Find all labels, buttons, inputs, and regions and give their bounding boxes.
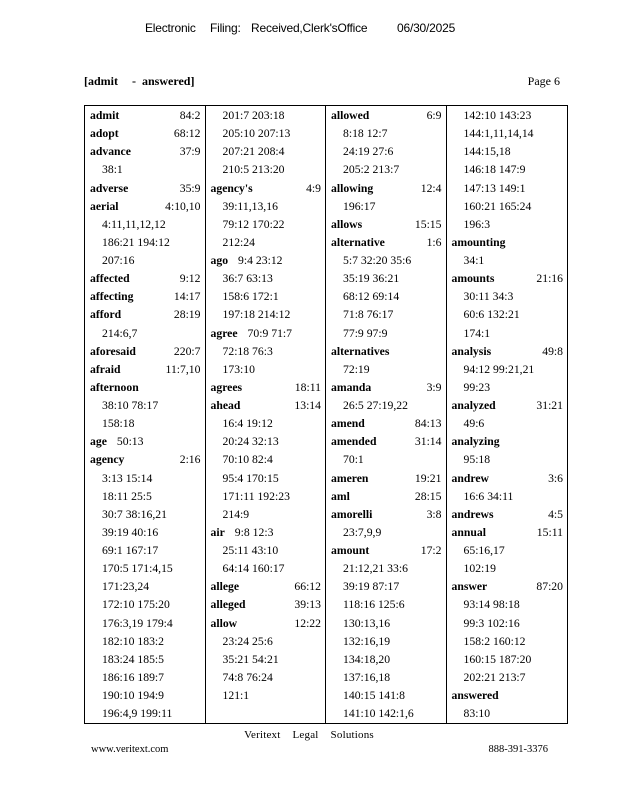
index-reference-line: 60:6 132:21 bbox=[463, 308, 520, 322]
index-term: aerial bbox=[90, 199, 119, 213]
index-reference-line: 147:13 149:1 bbox=[463, 181, 526, 195]
index-reference: 49:8 bbox=[542, 344, 563, 358]
index-range bbox=[84, 74, 194, 89]
index-reference: 84:13 bbox=[414, 417, 442, 431]
index-reference-line: 30:11 34:3 bbox=[463, 290, 514, 304]
range-end: answered] bbox=[142, 74, 195, 88]
index-term: andrew bbox=[451, 471, 489, 485]
index-reference-line: 121:1 bbox=[222, 689, 250, 702]
index-term-line bbox=[90, 107, 201, 125]
index-term: alleged bbox=[210, 598, 246, 612]
index-reference-line: 72:18 76:3 bbox=[222, 344, 273, 358]
index-term-line bbox=[331, 107, 442, 125]
index-reference-line: 36:7 63:13 bbox=[222, 272, 273, 286]
index-reference: 19:21 bbox=[414, 471, 442, 485]
index-reference: 12:4 bbox=[420, 181, 442, 195]
index-term: alternatives bbox=[331, 344, 390, 358]
index-term: allows bbox=[331, 217, 363, 231]
index-reference-line: 38:10 78:17 bbox=[102, 399, 159, 412]
index-term: amend bbox=[331, 417, 365, 431]
index-reference-line: 26:5 27:19,22 bbox=[343, 399, 408, 412]
index-reference: 2:16 bbox=[179, 453, 201, 467]
index-reference-line: 207:21 208:4 bbox=[222, 145, 285, 159]
index-reference-line: 16:6 34:11 bbox=[463, 489, 514, 503]
index-term-line bbox=[90, 379, 201, 397]
index-reference-line: 207:16 bbox=[102, 254, 135, 267]
index-term-line bbox=[331, 506, 442, 524]
index-reference-line: 118:16 125:6 bbox=[343, 598, 405, 612]
index-reference-line: 70:1 bbox=[343, 453, 364, 467]
index-reference-line: 158:2 160:12 bbox=[463, 634, 526, 648]
index-reference-line: 132:16,19 bbox=[343, 634, 391, 648]
index-reference-line: 205:10 207:13 bbox=[222, 127, 291, 141]
index-term: ago bbox=[210, 254, 229, 267]
index-reference-line: 38:1 bbox=[102, 163, 123, 177]
index-reference-line: 142:10 143:23 bbox=[463, 109, 532, 122]
index-reference: 70:9 71:7 bbox=[247, 326, 293, 340]
stamp-date: 06/30/2025 bbox=[397, 21, 456, 35]
index-term-line bbox=[452, 270, 564, 288]
index-term-line bbox=[452, 687, 564, 705]
index-reference-line: 99:23 bbox=[463, 380, 491, 394]
index-column bbox=[447, 106, 568, 723]
index-term-line bbox=[331, 180, 442, 198]
index-term-line bbox=[211, 379, 322, 397]
index-term: affected bbox=[90, 272, 130, 286]
index-term-line bbox=[90, 180, 201, 198]
index-reference: 28:15 bbox=[414, 489, 442, 503]
index-term-line bbox=[331, 216, 442, 234]
index-term-line bbox=[331, 343, 442, 361]
index-term-line bbox=[331, 488, 442, 506]
index-term: afternoon bbox=[90, 380, 139, 394]
index-term-line bbox=[90, 125, 201, 143]
index-reference-line: 25:11 43:10 bbox=[222, 544, 279, 557]
index-column bbox=[85, 106, 206, 723]
index-reference: 3:8 bbox=[426, 507, 442, 521]
index-reference: 4:10,10 bbox=[165, 199, 201, 213]
index-reference: 84:2 bbox=[179, 109, 201, 122]
index-term-line bbox=[211, 180, 322, 198]
index-term-line bbox=[211, 524, 322, 542]
index-reference-line: 3:13 15:14 bbox=[102, 471, 153, 485]
index-term-line bbox=[331, 234, 442, 252]
index-reference-line: 49:6 bbox=[463, 417, 485, 431]
index-term: allowed bbox=[331, 109, 370, 122]
index-reference-line: 174:1 bbox=[463, 326, 491, 340]
index-reference: 3:9 bbox=[426, 380, 442, 394]
index-term: andrews bbox=[451, 507, 494, 521]
index-reference-line: 16:4 19:12 bbox=[222, 417, 273, 431]
index-reference-line: 201:7 203:18 bbox=[222, 109, 285, 122]
index-term: amounts bbox=[451, 272, 495, 286]
index-term-line bbox=[90, 451, 201, 469]
range-start: [admit bbox=[84, 74, 118, 88]
index-term-line bbox=[331, 379, 442, 397]
index-term-line bbox=[331, 415, 442, 433]
index-reference-line: 173:10 bbox=[222, 362, 255, 376]
index-term: answer bbox=[451, 580, 488, 594]
index-reference-line: 34:1 bbox=[463, 254, 485, 267]
index-term: adverse bbox=[90, 181, 129, 195]
index-term-line bbox=[211, 325, 322, 343]
index-term-line bbox=[90, 343, 201, 361]
index-reference-line: 144:1,11,14,14 bbox=[463, 127, 534, 141]
index-term: amorelli bbox=[331, 507, 373, 521]
index-reference: 37:9 bbox=[179, 145, 201, 159]
index-term-line bbox=[90, 288, 201, 306]
index-term: analyzing bbox=[451, 435, 500, 449]
index-term: ahead bbox=[210, 399, 241, 412]
stamp-electronic: Electronic bbox=[145, 21, 196, 35]
word-index-table bbox=[84, 105, 568, 724]
index-reference-line: 20:24 32:13 bbox=[222, 435, 279, 449]
index-reference-line: 74:8 76:24 bbox=[222, 670, 273, 684]
index-reference-line: 202:21 213:7 bbox=[463, 670, 526, 684]
index-reference-line: 196:4,9 199:11 bbox=[102, 707, 173, 721]
index-term: amended bbox=[331, 435, 377, 449]
index-reference: 87:20 bbox=[536, 580, 563, 594]
index-term-line bbox=[90, 306, 201, 324]
index-term: amounting bbox=[451, 235, 506, 249]
index-reference-line: 23:7,9,9 bbox=[343, 525, 382, 539]
index-reference-line: 70:10 82:4 bbox=[222, 453, 273, 467]
index-reference-line: 134:18,20 bbox=[343, 652, 391, 666]
index-column bbox=[326, 106, 447, 723]
index-reference-line: 196:3 bbox=[463, 217, 491, 231]
index-reference-line: 205:2 213:7 bbox=[343, 163, 400, 177]
index-reference-line: 210:5 213:20 bbox=[222, 163, 285, 177]
index-reference-line: 35:21 54:21 bbox=[222, 652, 279, 666]
index-reference-line: 183:24 185:5 bbox=[102, 652, 165, 666]
index-reference-line: 158:6 172:1 bbox=[222, 290, 279, 304]
index-reference-line: 68:12 69:14 bbox=[343, 290, 400, 304]
index-reference-line: 130:13,16 bbox=[343, 616, 391, 630]
footer-phone: 888-391-3376 bbox=[488, 744, 548, 755]
stamp-filing: Filing: bbox=[210, 21, 241, 35]
index-reference-line: 5:7 32:20 35:6 bbox=[343, 254, 412, 267]
index-reference: 12:22 bbox=[294, 616, 321, 630]
index-reference-line: 30:7 38:16,21 bbox=[102, 507, 167, 521]
index-term-line bbox=[452, 470, 564, 488]
index-term: aforesaid bbox=[90, 344, 136, 358]
index-term: allege bbox=[210, 580, 240, 594]
index-term: age bbox=[90, 435, 107, 449]
index-term-line bbox=[452, 578, 564, 596]
index-reference-line: 8:18 12:7 bbox=[343, 127, 388, 141]
index-term-line bbox=[331, 470, 442, 488]
footer-company-word: Veritext bbox=[244, 729, 281, 741]
page-number: Page 6 bbox=[527, 74, 560, 88]
index-reference-line: 95:4 170:15 bbox=[222, 471, 279, 485]
index-reference-line: 39:19 40:16 bbox=[102, 525, 159, 539]
index-reference: 220:7 bbox=[173, 344, 201, 358]
index-reference-line: 94:12 99:21,21 bbox=[463, 362, 535, 376]
index-reference-line: 99:3 102:16 bbox=[463, 616, 520, 630]
index-reference-line: 140:15 141:8 bbox=[343, 689, 406, 702]
index-reference-line: 196:17 bbox=[343, 199, 376, 213]
index-reference-line: 160:15 187:20 bbox=[463, 652, 532, 666]
index-reference: 35:9 bbox=[179, 181, 201, 195]
index-term-line bbox=[90, 433, 201, 451]
index-reference-line: 72:19 bbox=[343, 362, 370, 376]
index-reference: 17:2 bbox=[420, 544, 442, 557]
footer-website: www.veritext.com bbox=[91, 744, 169, 755]
index-term: agency's bbox=[210, 181, 253, 195]
index-reference-line: 214:6,7 bbox=[102, 326, 138, 340]
index-reference-line: 4:11,11,12,12 bbox=[102, 217, 166, 231]
index-reference: 68:12 bbox=[173, 127, 201, 141]
index-reference-line: 83:10 bbox=[463, 707, 491, 721]
index-term-line bbox=[90, 198, 201, 216]
index-reference-line: 137:16,18 bbox=[343, 670, 391, 684]
index-reference: 14:17 bbox=[173, 290, 201, 304]
index-term-line bbox=[211, 397, 322, 415]
index-term: allowing bbox=[331, 181, 374, 195]
index-reference: 15:15 bbox=[414, 217, 442, 231]
index-term: agree bbox=[210, 326, 238, 340]
index-term: admit bbox=[90, 109, 120, 122]
index-term-line bbox=[211, 615, 322, 633]
index-term: agency bbox=[90, 453, 125, 467]
index-reference-line: 79:12 170:22 bbox=[222, 217, 285, 231]
index-reference-line: 23:24 25:6 bbox=[222, 634, 273, 648]
index-reference: 13:14 bbox=[294, 399, 321, 412]
index-reference: 15:11 bbox=[536, 525, 563, 539]
index-reference: 9:8 12:3 bbox=[234, 525, 274, 539]
footer-company bbox=[0, 729, 618, 741]
footer-company-word: Solutions bbox=[330, 729, 374, 741]
index-reference-line: 21:12,21 33:6 bbox=[343, 562, 408, 576]
index-column bbox=[206, 106, 327, 723]
index-reference: 50:13 bbox=[116, 435, 144, 449]
index-term-line bbox=[90, 143, 201, 161]
index-term: allow bbox=[210, 616, 238, 630]
index-reference-line: 144:15,18 bbox=[463, 145, 511, 159]
index-reference-line: 190:10 194:9 bbox=[102, 689, 165, 702]
range-dash: - bbox=[132, 74, 136, 88]
index-reference-line: 64:14 160:17 bbox=[222, 562, 285, 576]
index-reference: 66:12 bbox=[294, 580, 321, 594]
index-term: affecting bbox=[90, 290, 134, 304]
index-term: advance bbox=[90, 145, 131, 159]
index-term-line bbox=[452, 397, 564, 415]
index-term-line bbox=[90, 361, 201, 379]
index-reference-line: 69:1 167:17 bbox=[102, 544, 159, 557]
index-reference-line: 141:10 142:1,6 bbox=[343, 707, 414, 721]
index-term-line bbox=[90, 270, 201, 288]
index-reference-line: 65:16,17 bbox=[463, 544, 505, 557]
index-reference-line: 146:18 147:9 bbox=[463, 163, 526, 177]
index-reference: 6:9 bbox=[426, 109, 442, 122]
index-term: annual bbox=[451, 525, 486, 539]
index-reference-line: 176:3,19 179:4 bbox=[102, 616, 173, 630]
index-reference-line: 18:11 25:5 bbox=[102, 489, 152, 503]
index-reference-line: 170:5 171:4,15 bbox=[102, 562, 173, 576]
index-reference: 21:16 bbox=[536, 272, 563, 286]
index-reference: 9:12 bbox=[179, 272, 201, 286]
index-reference-line: 197:18 214:12 bbox=[222, 308, 291, 322]
index-reference-line: 71:8 76:17 bbox=[343, 308, 394, 322]
index-reference-line: 95:18 bbox=[463, 453, 491, 467]
index-term: analysis bbox=[451, 344, 492, 358]
index-term-line bbox=[452, 524, 564, 542]
index-term: aml bbox=[331, 489, 350, 503]
index-reference-line: 24:19 27:6 bbox=[343, 145, 394, 159]
index-reference: 28:19 bbox=[173, 308, 201, 322]
index-reference: 4:9 bbox=[306, 181, 321, 195]
index-reference-line: 102:19 bbox=[463, 562, 496, 576]
index-reference-line: 172:10 175:20 bbox=[102, 598, 170, 612]
index-term: air bbox=[210, 525, 225, 539]
index-reference-line: 35:19 36:21 bbox=[343, 272, 400, 286]
index-reference: 3:6 bbox=[548, 471, 563, 485]
index-reference-line: 77:9 97:9 bbox=[343, 326, 388, 340]
index-reference-line: 171:23,24 bbox=[102, 580, 150, 594]
index-term: ameren bbox=[331, 471, 369, 485]
index-reference-line: 93:14 98:18 bbox=[463, 598, 520, 612]
index-reference: 11:7,10 bbox=[165, 362, 201, 376]
index-term-line bbox=[452, 433, 564, 451]
index-term: amount bbox=[331, 544, 370, 557]
index-term-line bbox=[211, 596, 322, 614]
index-term-line bbox=[452, 234, 564, 252]
index-reference-line: 182:10 183:2 bbox=[102, 634, 165, 648]
index-reference: 31:21 bbox=[536, 399, 563, 412]
index-term: answered bbox=[451, 689, 499, 702]
index-reference-line: 39:19 87:17 bbox=[343, 580, 400, 594]
index-reference-line: 158:18 bbox=[102, 417, 135, 431]
index-term: alternative bbox=[331, 235, 385, 249]
index-reference: 1:6 bbox=[426, 235, 442, 249]
index-term: amanda bbox=[331, 380, 372, 394]
index-reference-line: 160:21 165:24 bbox=[463, 199, 532, 213]
index-reference-line: 171:11 192:23 bbox=[222, 489, 290, 503]
index-reference: 9:4 23:12 bbox=[238, 254, 283, 267]
index-term-line bbox=[452, 506, 564, 524]
index-term: agrees bbox=[210, 380, 243, 394]
index-term-line bbox=[331, 542, 442, 560]
index-term-line bbox=[211, 252, 322, 270]
index-term: adopt bbox=[90, 127, 119, 141]
index-term-line bbox=[211, 578, 322, 596]
index-reference: 4:5 bbox=[548, 507, 563, 521]
index-reference-line: 186:21 194:12 bbox=[102, 235, 170, 249]
index-reference: 18:11 bbox=[294, 380, 321, 394]
index-term-line bbox=[452, 343, 564, 361]
index-term-line bbox=[331, 433, 442, 451]
index-reference-line: 186:16 189:7 bbox=[102, 670, 165, 684]
footer-company-word: Legal bbox=[292, 729, 319, 741]
index-term: afford bbox=[90, 308, 122, 322]
index-term: analyzed bbox=[451, 399, 496, 412]
index-reference: 31:14 bbox=[414, 435, 442, 449]
stamp-received: Received,Clerk'sOffice bbox=[251, 21, 368, 35]
index-reference-line: 212:24 bbox=[222, 235, 255, 249]
index-reference-line: 39:11,13,16 bbox=[222, 199, 278, 213]
index-reference-line: 214:9 bbox=[222, 507, 250, 521]
index-term: afraid bbox=[90, 362, 121, 376]
index-reference: 39:13 bbox=[294, 598, 321, 612]
